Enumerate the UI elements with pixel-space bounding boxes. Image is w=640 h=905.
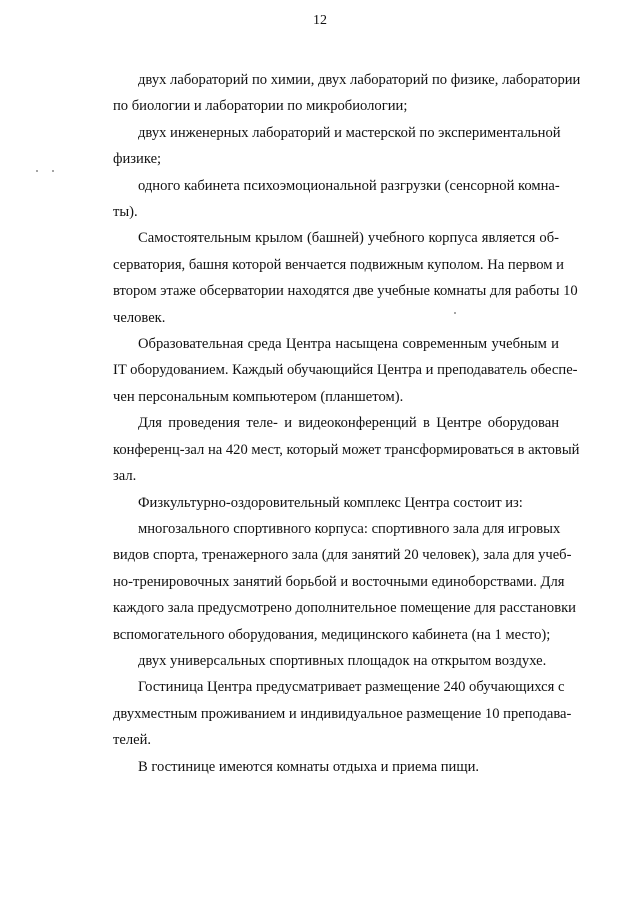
text-line: одного кабинета психоэмоциональной разгрузки (сенсорной комна-	[138, 177, 560, 194]
paragraph	[88, 225, 578, 331]
text-line: зал.	[113, 468, 137, 485]
text-line: телей.	[113, 732, 152, 749]
paragraph	[88, 674, 572, 753]
text-line: Гостиница Центра предусматривает размещение 240 обучающихся с	[138, 679, 565, 696]
paragraph	[88, 410, 580, 489]
text-line: серватория, башня которой венчается подвижным куполом. На первом и	[113, 256, 564, 273]
text-line: по биологии и лаборатории по микробиологии;	[113, 98, 408, 115]
text-line: IT оборудованием. Каждый обучающийся Центра и преподаватель обеспе-	[113, 362, 578, 379]
text-line: видов спорта, тренажерного зала (для занятий 20 человек), зала для учеб-	[113, 547, 572, 564]
text-line: физике;	[113, 151, 162, 168]
text-line: Физкультурно-оздоровительный комплекс Центра состоит из:	[138, 494, 523, 511]
text-line: двух лабораторий по химии, двух лабораторий по физике, лаборатории	[138, 72, 581, 88]
paragraph	[88, 648, 559, 674]
scan-mark	[36, 170, 38, 172]
text-line: Образовательная среда Центра насыщена современным учебным и	[138, 336, 559, 353]
text-line: двухместным проживанием и индивидуальное размещение 10 преподава-	[113, 705, 572, 722]
paragraph	[88, 331, 578, 410]
text-line: Для проведения теле- и видеоконференций в Центре оборудован	[138, 415, 559, 432]
text-line: чен персональным компьютером (планшетом).	[113, 388, 404, 405]
scan-mark	[52, 170, 54, 172]
paragraph	[88, 120, 559, 173]
text-line: двух универсальных спортивных площадок на открытом воздухе.	[138, 652, 547, 669]
text-line: но-тренировочных занятий борьбой и восточными единоборствами. Для	[113, 573, 565, 590]
text-line: человек.	[113, 309, 166, 326]
page-number: 12	[313, 13, 327, 28]
text-line: В гостинице имеются комнаты отдыха и приема пищи.	[138, 758, 480, 775]
text-line: двух инженерных лабораторий и мастерской по экспериментальной	[138, 124, 561, 141]
text-line: конференц-зал на 420 мест, который может трансформироваться в актовый	[113, 441, 580, 458]
paragraph	[88, 67, 581, 120]
paragraph	[88, 490, 559, 516]
paragraph	[88, 516, 576, 648]
paragraph	[88, 754, 559, 780]
text-line: Самостоятельным крылом (башней) учебного корпуса является об-	[138, 230, 559, 247]
text-line: многозального спортивного корпуса: спортивного зала для игровых	[138, 520, 561, 537]
text-line: ты).	[113, 204, 138, 221]
text-line: каждого зала предусмотрено дополнительное помещение для расстановки	[113, 600, 576, 617]
paragraph	[88, 173, 559, 226]
text-line: втором этаже обсерватории находятся две учебные комнаты для работы 10	[113, 283, 578, 300]
document-body	[88, 67, 581, 780]
text-line: вспомогательного оборудования, медицинского кабинета (на 1 место);	[113, 626, 551, 643]
